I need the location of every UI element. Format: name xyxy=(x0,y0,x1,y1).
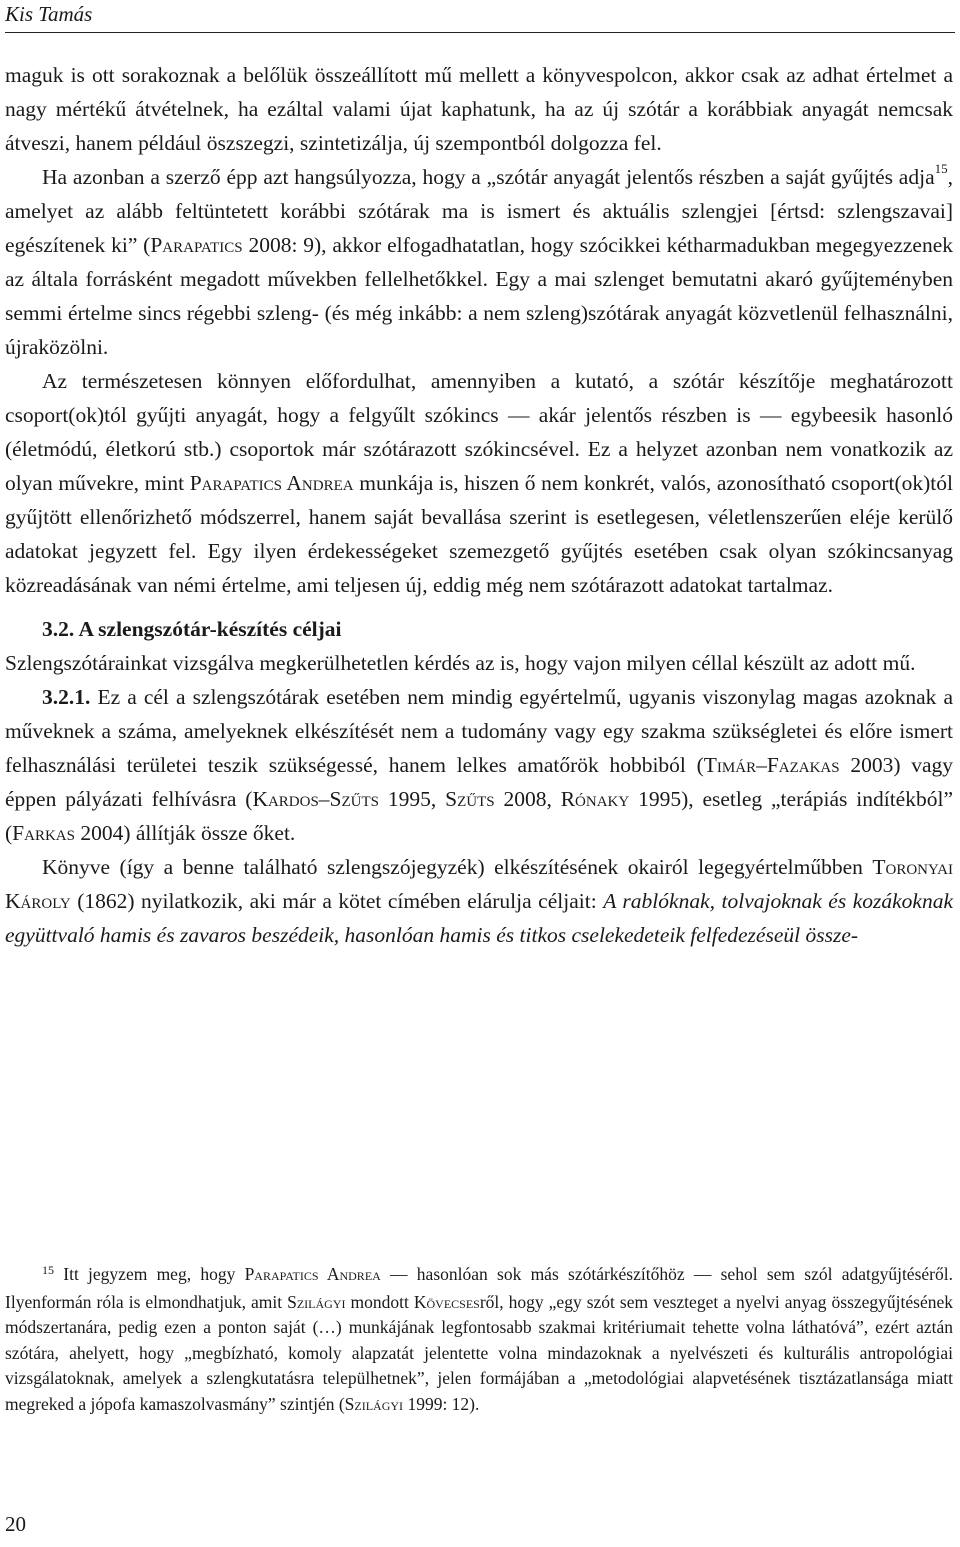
author-name: Parapatics Andrea xyxy=(244,1264,381,1284)
paragraph-continued: maguk is ott sorakoznak a belőlük összeállított mű mellett a könyvespolcon, akkor csak az adhat értelmet a nagy mértékű átvételnek, ha ezáltal valami újat kaphatunk, ha az új szótár a korábbiak anyagát nemcsak átveszi, hanem például öszszegzi, szintetizálja, új szempontból dolgozza fel. xyxy=(5,63,953,155)
paragraph: Az természetesen könnyen előfordulhat, amennyiben a kutató, a szótár készítője meghatározott csoport(ok)tól gyűjti anyagát, hogy a felgyűlt szókincs — akár jelentős részben is — egybeesik hasonló (életmódú, életkorú stb.) csoportok már szótárazott szókincsével. Ez a helyzet azonban nem vonatkozik az olyan művekre, mint Parapatics Andrea munkája is, hiszen ő nem konkrét, valós, azonosítható csoport(ok)tól gyűjtött ellenőrizhető módszerrel, hanem saját bevallása szerint is esetlegesen, véletlenszerűen eléje kerülő adatokat jegyzett fel. Egy ilyen érdekességeket szemezgető gyűjtés esetében csak olyan szókincsanyag közreadásának van némi értelme, ami teljesen új, eddig még nem szótárazott adatokat tartalmaz. xyxy=(5,369,953,597)
main-text xyxy=(5,58,953,952)
author-name: Parapatics Andrea xyxy=(189,471,354,495)
author-name: Timár–Fazakas xyxy=(703,753,840,777)
book-title: A rablóknak, tolvajoknak és kozákoknak együttvaló hamis és zavaros beszédeik, hasonlóan hamis és titkos cselekedeteik felfedezéseül össze- xyxy=(5,889,953,947)
author-name: Rónaky xyxy=(560,787,630,811)
footnote xyxy=(5,1262,953,1417)
author-name: Toronyai Károly xyxy=(5,855,953,913)
section-heading: 3.2. A szlengszótár-készítés céljai xyxy=(42,617,342,641)
author-name: Szűts xyxy=(445,787,495,811)
author-name: Kardos–Szűts xyxy=(252,787,380,811)
page-number: 20 xyxy=(5,1512,26,1536)
paragraph: Szlengszótárainkat vizsgálva megkerülhetetlen kérdés az is, hogy vajon milyen céllal készült az adott mű. xyxy=(5,651,916,675)
author-name: Farkas xyxy=(12,821,75,845)
author-name: Szilágyi xyxy=(287,1291,346,1312)
footnote-number: 15 xyxy=(42,1263,54,1277)
running-head: Kis Tamás xyxy=(5,2,955,33)
subsection-number: 3.2.1. xyxy=(42,685,91,709)
author-name: Szilágyi xyxy=(344,1393,404,1414)
footnote-reference[interactable]: 15 xyxy=(934,160,948,176)
author-name: Kövecses xyxy=(413,1291,480,1312)
footnote-text: $^{15}$ Itt jegyzem meg, hogy Parapatics Andrea — hasonlóan sok más szótárkészítőhöz — sehol sem szól adatgyűjtéséről. Ilyenformán róla is elmondhatjuk, amit Szilágyi mondott Kövecsesről, hogy „egy szót sem veszteget a nyelvi anyag összegyűjtésének módszertanára, pedig ezen a ponton saját (…) munkájának legfontosabb szakmai kritériumait tehette volna láthatóvá”, ezért aztán szótára, ahelyett, hogy „megbízható, komoly alapzatát jelentette volna mindazoknak a nyelvészeti és kulturális antropológiai vizsgálatoknak, amelyek a szlengkutatásra települhetnek”, jelen formájában a „metodológiai alapvetésének tisztázatlansága miatt megreked a jópofa kamaszolvasmány” szintjén (Szilágyi 1999: 12). xyxy=(5,1263,953,1414)
paragraph: 3.2.1. Ez a cél a szlengszótárak esetében nem mindig egyértelmű, ugyanis viszonylag magas azoknak a műveknek a száma, amelyeknek elkészítését nem a tudomány vagy egy szakma szükségletei és előre ismert felhasználási területei teszik szükségessé, hanem lelkes amatőrök hobbiból (Timár–Fazakas 2003) vagy éppen pályázati felhívásra (Kardos–Szűts 1995, Szűts 2008, Rónaky 1995), esetleg „terápiás indítékból” (Farkas 2004) állítják össze őket. xyxy=(5,685,953,845)
paragraph: Könyve (így a benne található szlengszójegyzék) elkészítésének okairól legegyértelműbben Toronyai Károly (1862) nyilatkozik, aki már a kötet címében elárulja céljait: A rablóknak, tolvajoknak és kozákoknak együttvaló hamis és zavaros beszédeik, hasonlóan hamis és titkos cselekedeteik felfedezéseül össze- xyxy=(5,855,953,947)
paragraph: Ha azonban a szerző épp azt hangsúlyozza, hogy a „szótár anyagát jelentős részben a saját gyűjtés adja$^{15}$, amelyet az alább feltüntetett korábbi szótárak ma is ismert és aktuális szlengjei [értsd: szlengszavai] egészítenek ki” (Parapatics 2008: 9), akkor elfogadhatatlan, hogy szócikkei kétharmadukban megegyezzenek az általa forrásként megadott művekben fellelhetőkkel. Egy a mai szlenget bemutatni akaró gyűjteményben semmi értelme sincs régebbi szleng- (és még inkább: a nem szleng)szótárak anyagát közvetlenül felhasználni, újraközölni. xyxy=(5,160,953,359)
author-name: Parapatics xyxy=(150,233,243,257)
